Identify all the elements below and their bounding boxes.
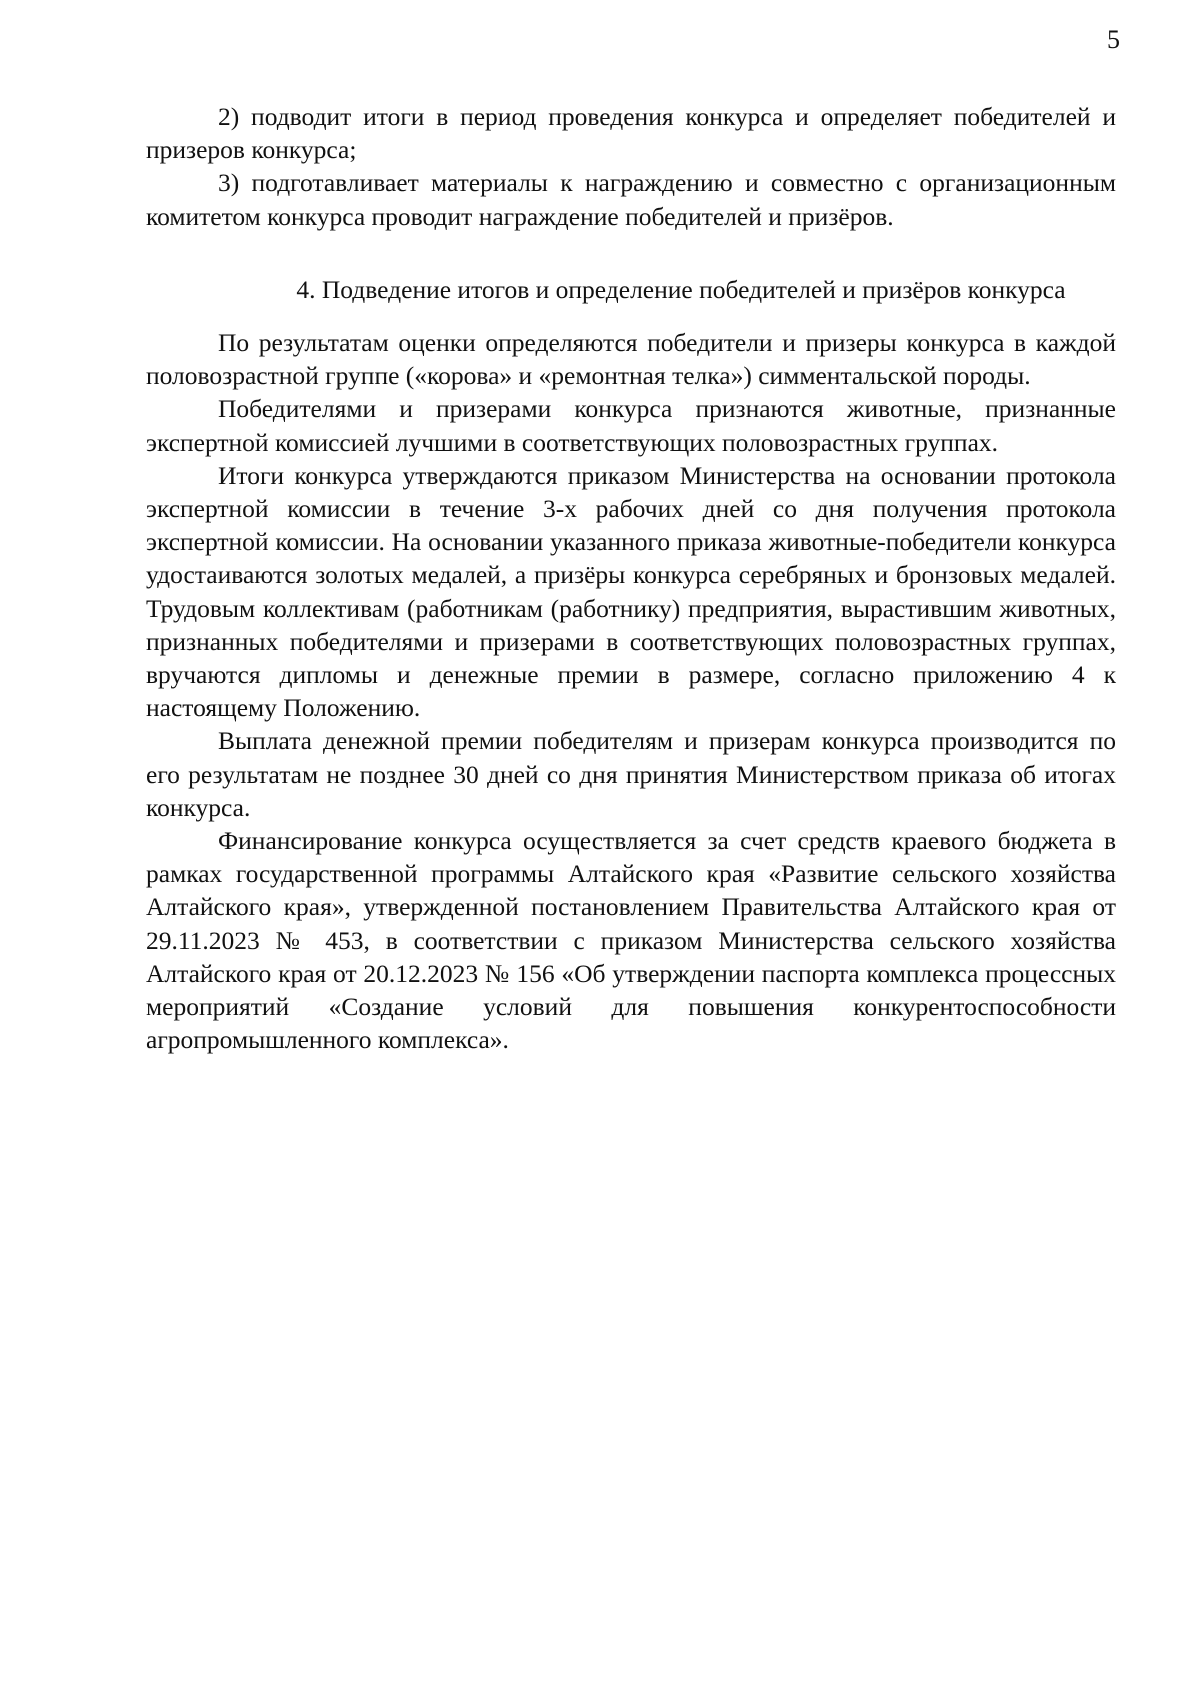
section-heading: 4. Подведение итогов и определение победителей и призёров конкурса <box>296 274 1066 304</box>
paragraph: Победителями и призерами конкурса признаются животные, признанные экспертной комиссией лучшими в соответствующих половозрастных группах. <box>146 394 1116 457</box>
paragraph: Итоги конкурса утверждаются приказом Министерства на основании протокола экспертной комиссии в течение 3-х рабочих дней со дня получения протокола экспертной комиссии. На основании указанного приказа животные-победители конкурса удостаиваются золотых медалей, а призёры конкурса серебряных и бронзовых медалей. Трудовым коллективам (работникам (работнику) предприятия, вырастившим животных, признанных победителями и призерами в соответствующих половозрастных группах, вручаются дипломы и денежные премии в размере, согласно приложению 4 к настоящему Положению. <box>146 460 1116 723</box>
paragraph: Финансирование конкурса осуществляется за счет средств краевого бюджета в рамках государственной программы Алтайского края «Развитие сельского хозяйства Алтайского края», утвержденной постановлением Правительства Алтайского края от 29.11.2023 № 453, в соответствии с приказом Министерства сельского хозяйства Алтайского края от 20.12.2023 № 156 «Об утверждении паспорта комплекса процессных мероприятий «Создание условий для повышения конкурентоспособности агропромышленного комплекса». <box>146 826 1116 1055</box>
list-item: 3) подготавливает материалы к награждению и совместно с организационным комитетом конкурса проводит награждение победителей и призёров. <box>146 168 1116 231</box>
list-item: 2) подводит итоги в период проведения конкурса и определяет победителей и призеров конкурса; <box>146 102 1116 165</box>
paragraph: Выплата денежной премии победителям и призерам конкурса производится по его результатам не позднее 30 дней со дня принятия Министерством приказа об итогах конкурса. <box>146 726 1116 822</box>
paragraph: По результатам оценки определяются победители и призеры конкурса в каждой половозрастной группе («корова» и «ремонтная телка») симментальской породы. <box>146 328 1116 391</box>
page-number: 5 <box>1107 25 1120 54</box>
document-body <box>146 100 1116 1056</box>
